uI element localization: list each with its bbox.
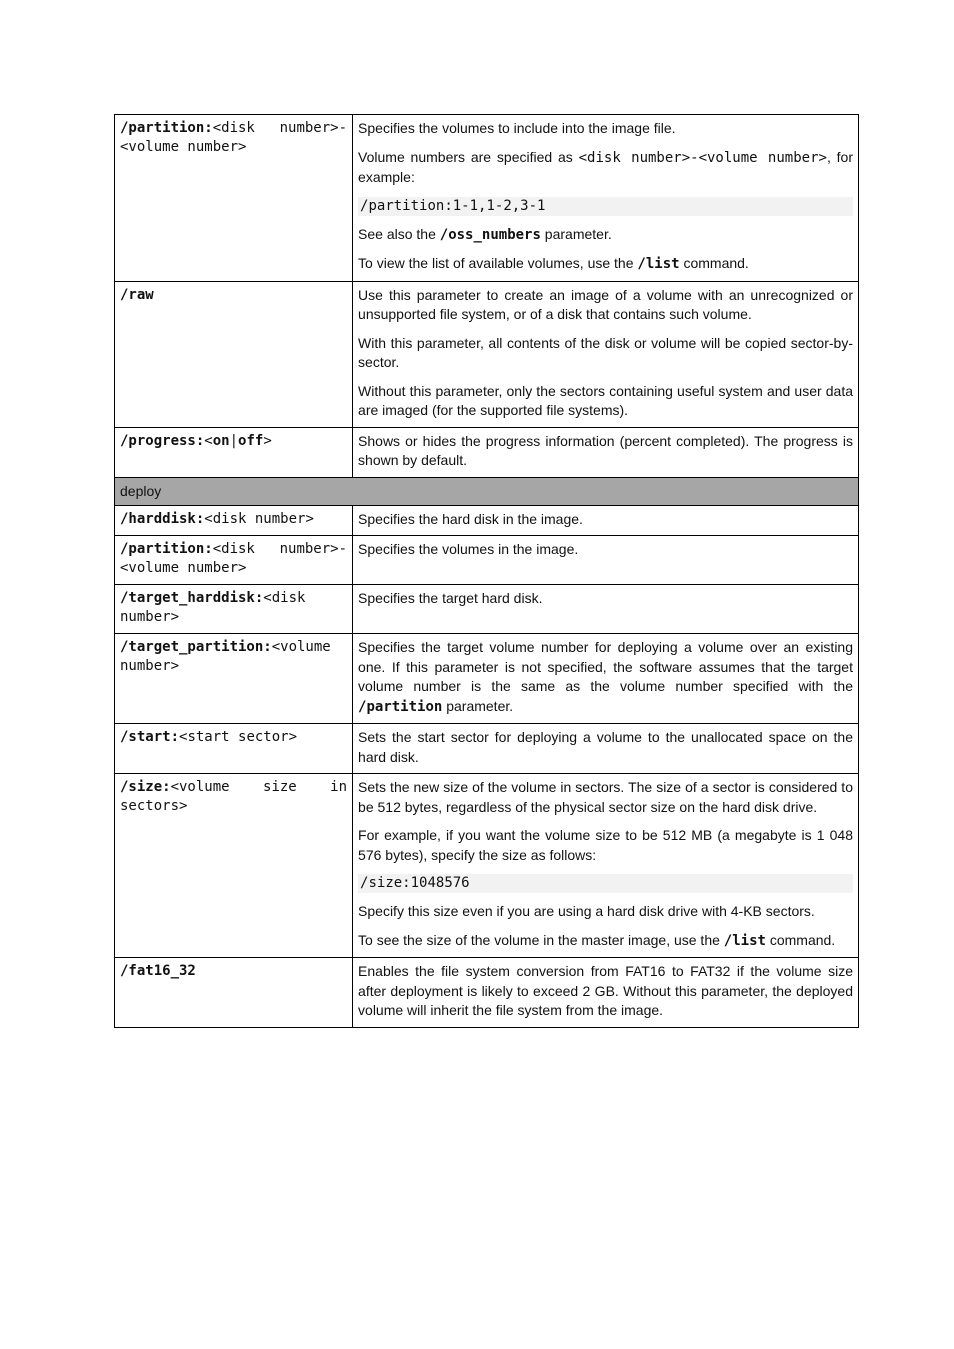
- parameter-name: /fat16_32: [120, 963, 196, 979]
- parameter-name: /harddisk:: [120, 510, 205, 527]
- inline-code: <disk number>-<volume number>: [578, 149, 827, 166]
- parameter-name-part: on: [212, 432, 230, 449]
- parameter-name-cell: [115, 958, 353, 1028]
- parameter-row: [115, 634, 859, 724]
- description-paragraph: Specifies the target hard disk.: [358, 590, 543, 606]
- text-fragment: To see the size of the volume in the master image, use the: [358, 931, 724, 948]
- parameter-description-cell: [353, 281, 859, 427]
- text-fragment: , for example:: [358, 148, 853, 185]
- parameter-name: /start:: [120, 729, 180, 745]
- parameter-row: [115, 536, 859, 585]
- description-paragraph: [358, 148, 853, 188]
- description-paragraph: Specifies the volumes in the image.: [358, 541, 579, 557]
- parameter-name-cell: [115, 115, 353, 282]
- text-fragment: command.: [679, 255, 749, 271]
- inline-code-bold: /oss_numbers: [439, 226, 541, 243]
- parameter-table: [114, 114, 859, 1028]
- parameter-row: [115, 774, 859, 958]
- parameter-name-cell: [115, 427, 353, 477]
- description-paragraph: Enables the file system conversion from FAT16 to FAT32 if the volume size after deployment is likely to exceed 2 GB. Without this parameter, the deployed volume will inherit the file system from the image.: [358, 963, 853, 1018]
- parameter-description-cell: [353, 724, 859, 774]
- description-paragraph: Sets the start sector for deploying a volume to the unallocated space on the hard disk.: [358, 729, 853, 765]
- description-paragraph: Specifies the hard disk in the image.: [358, 510, 583, 527]
- parameter-name-part: /progress:: [120, 432, 205, 449]
- inline-code-bold: /list: [723, 932, 766, 949]
- parameter-description-cell: [353, 585, 859, 634]
- parameter-name: /target_partition:: [120, 639, 272, 655]
- text-fragment: command.: [765, 931, 836, 948]
- parameter-name-cell: [115, 774, 353, 958]
- text-fragment: parameter.: [540, 225, 612, 242]
- code-example: /size:1048576: [358, 874, 853, 893]
- parameter-name-part: |: [229, 432, 239, 449]
- parameter-row: [115, 724, 859, 774]
- parameter-name: /target_harddisk:: [120, 590, 264, 606]
- parameter-name: /partition:: [120, 120, 213, 136]
- description-paragraph: Shows or hides the progress information (percent completed). The progress is shown by default.: [358, 432, 853, 468]
- inline-code-bold: /list: [637, 256, 680, 272]
- parameter-description-cell: [353, 634, 859, 724]
- description-paragraph: [358, 254, 853, 275]
- parameter-name-part: off: [238, 432, 264, 449]
- parameter-value-placeholder: <disk number>: [120, 590, 306, 625]
- parameter-name-cell: [115, 724, 353, 774]
- parameter-description-cell: [353, 505, 859, 536]
- parameter-row: [115, 427, 859, 477]
- description-paragraph: Use this parameter to create an image of a volume with an unrecognized or unsupported file system, or of a disk that contains such volume.: [358, 286, 853, 322]
- description-paragraph: [358, 225, 853, 246]
- parameter-value-placeholder: <start sector>: [179, 729, 298, 745]
- parameter-description-cell: [353, 774, 859, 958]
- parameter-row: [115, 585, 859, 634]
- parameter-name-cell: [115, 585, 353, 634]
- parameter-row: [115, 958, 859, 1028]
- description-paragraph: [358, 638, 853, 717]
- parameter-name-cell: [115, 281, 353, 427]
- section-header-row: [115, 477, 859, 505]
- parameter-value-placeholder: <disk number>: [204, 510, 314, 527]
- parameter-name-part: >: [263, 432, 272, 449]
- description-paragraph: Sets the new size of the volume in sectors. The size of a sector is considered to be 512 bytes, regardless of the physical sector size on the hard disk drive.: [358, 779, 853, 815]
- text-fragment: parameter.: [442, 697, 514, 714]
- text-fragment: Specifies the target volume number for deploying a volume over an existing one. If this parameter is not specified, the software assumes that the target volume number is the same as the volume number specified with the: [358, 639, 853, 694]
- parameter-value-placeholder: <volume number>: [120, 639, 331, 674]
- parameter-name: /raw: [120, 286, 154, 303]
- parameter-name-cell: [115, 634, 353, 724]
- description-paragraph: Without this parameter, only the sectors containing useful system and user data are imaged (for the supported file systems).: [358, 382, 853, 418]
- parameter-name-cell: [115, 505, 353, 536]
- parameter-row: [115, 505, 859, 536]
- description-paragraph: Specifies the volumes to include into the image file.: [358, 120, 676, 136]
- text-fragment: To view the list of available volumes, use the: [358, 255, 638, 271]
- text-fragment: Volume numbers are specified as: [358, 148, 579, 165]
- parameter-value-placeholder: <volume size in sectors>: [120, 779, 348, 814]
- parameter-description-cell: [353, 427, 859, 477]
- section-title: deploy: [115, 477, 859, 505]
- parameter-row: [115, 115, 859, 282]
- parameter-value-placeholder: <disk number>-<volume number>: [120, 120, 348, 155]
- description-paragraph: Specify this size even if you are using a hard disk drive with 4-KB sectors.: [358, 903, 815, 919]
- description-paragraph: With this parameter, all contents of the disk or volume will be copied sector-by-sector.: [358, 334, 853, 370]
- parameter-name-part: <: [204, 432, 213, 449]
- inline-code-bold: /partition: [358, 698, 443, 715]
- parameter-description-cell: [353, 958, 859, 1028]
- text-fragment: See also the: [358, 225, 440, 242]
- parameter-table-body: [115, 115, 859, 1028]
- parameter-description-cell: [353, 115, 859, 282]
- description-paragraph: For example, if you want the volume size to be 512 MB (a megabyte is 1 048 576 bytes), specify the size as follows:: [358, 827, 853, 863]
- parameter-name: /partition:: [120, 541, 213, 557]
- parameter-row: [115, 281, 859, 427]
- parameter-name: /size:: [120, 779, 171, 795]
- parameter-value-placeholder: <disk number>-<volume number>: [120, 541, 348, 576]
- parameter-name-cell: [115, 536, 353, 585]
- description-paragraph: [358, 931, 853, 952]
- code-example: /partition:1-1,1-2,3-1: [358, 197, 853, 216]
- parameter-description-cell: [353, 536, 859, 585]
